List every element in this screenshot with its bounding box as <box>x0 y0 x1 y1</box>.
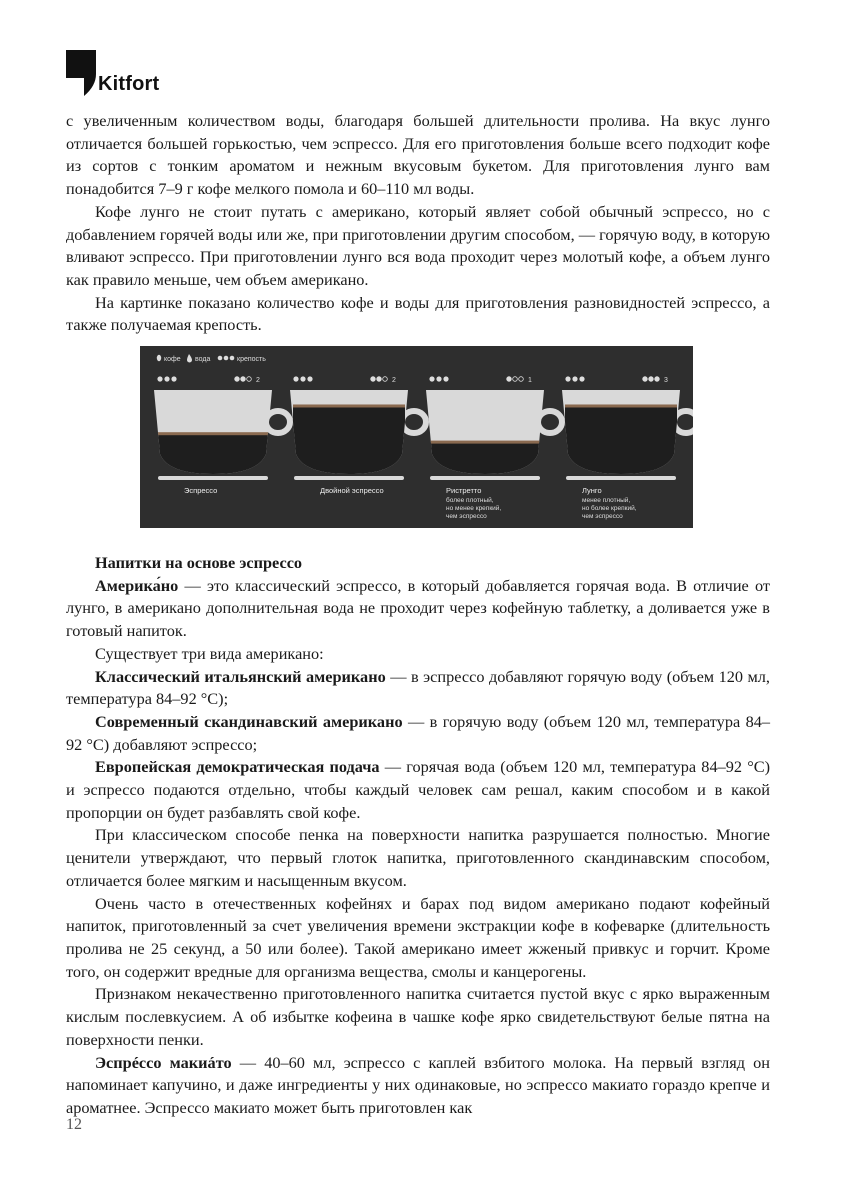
paragraph-kind-3: Европейская демократическая подача — горячая вода (объем 120 мл, температура 84–92 °C) и эспрессо подаются отдельно, чтобы каждый человек сам решал, каким способом и в какой пропорции он будет разбавлять свой кофе. <box>66 757 770 822</box>
cup-note-label: но более крепкий, <box>582 505 637 513</box>
page-content <box>66 110 770 1120</box>
saucer <box>158 476 268 480</box>
coffee-liquid <box>429 443 541 474</box>
saucer <box>566 476 676 480</box>
strength-dot-icon <box>247 377 252 382</box>
strength-dot-icon <box>643 377 648 382</box>
paragraph: Очень часто в отечественных кофейнях и барах под видом американо подают кофейный напиток, приготовленный за счет увеличения времени экстракции кофе в кофеварке (длительность пролива не 25 секунд, а 50 или более). Такой американо имеет жженый привкус и горчит. Кроме того, он содержит вредные для организма вещества, смолы и канцерогены. <box>66 893 770 981</box>
cup-name-label: Ристретто <box>446 486 482 496</box>
cup-group <box>290 376 426 495</box>
coffee-bean-icon <box>579 376 584 381</box>
cup-note-label: чем эспрессо <box>582 513 623 521</box>
legend-water: вода <box>195 356 211 364</box>
crema-layer <box>429 441 541 444</box>
crema-layer <box>565 405 677 408</box>
page-number: 12 <box>66 1116 82 1133</box>
strength-dot-icon <box>513 377 518 382</box>
water-drop-icon <box>187 354 192 363</box>
strength-dot-icon <box>235 377 240 382</box>
cup-handle <box>266 411 290 433</box>
strength-dot-icon <box>655 377 660 382</box>
saucer <box>430 476 540 480</box>
strength-value: 2 <box>256 377 260 385</box>
cup-note-label: более плотный, <box>446 497 494 505</box>
cup-note-label: но менее крепкий, <box>446 505 502 513</box>
crema-layer <box>293 405 405 408</box>
cup-handle <box>402 411 426 433</box>
water-drop-icon <box>157 376 162 381</box>
kitfort-logo-icon <box>66 50 96 96</box>
water-drop-icon <box>293 376 298 381</box>
coffee-bean-icon <box>164 376 169 381</box>
crema-layer <box>157 432 269 435</box>
brand-logo <box>66 50 159 96</box>
coffee-bean-icon <box>300 376 305 381</box>
paragraph-kind-1: Классический итальянский американо — в эспрессо добавляют горячую воду (объем 120 мл, температура 84–92 °C); <box>66 666 770 709</box>
cup-note-label: менее плотный, <box>582 497 631 505</box>
cup-name-label: Эспрессо <box>184 486 218 496</box>
coffee-bean-icon <box>171 376 176 381</box>
paragraph: Признаком некачественно приготовленного напитка считается пустой вкус с ярко выраженным кислым послевкусием. А об избытке кофеина в чашке кофе ярко свидетельствуют белые пятна на поверхности пенки. <box>66 984 770 1049</box>
water-drop-icon <box>429 376 434 381</box>
coffee-bean-icon <box>157 355 161 361</box>
coffee-bean-icon <box>436 376 441 381</box>
legend-coffee: кофе <box>164 356 181 364</box>
strength-value: 2 <box>392 377 396 385</box>
coffee-bean-icon <box>307 376 312 381</box>
figure-legend <box>157 354 266 363</box>
term-americano: Америка́но <box>95 575 179 595</box>
strength-dot-icon <box>383 377 388 382</box>
coffee-bean-icon <box>443 376 448 381</box>
term-kind-3: Европейская демократическая подача <box>95 757 380 777</box>
coffee-liquid <box>157 434 269 474</box>
strength-dot-icon <box>224 356 229 361</box>
paragraph-americano: Америка́но — это классический эспрессо, в который добавляется горячая вода. В отличие от лунго, в американо дополнительная вода не проходит через кофейную таблетку, а доливается уже в готовый напиток. <box>66 575 770 641</box>
strength-dot-icon <box>649 377 654 382</box>
cup-note-label: чем эспрессо <box>446 513 487 521</box>
cup-handle <box>538 411 562 433</box>
strength-value: 3 <box>664 377 668 385</box>
cup-group <box>562 376 693 520</box>
strength-dot-icon <box>241 377 246 382</box>
paragraph: При классическом способе пенка на поверхности напитка разрушается полностью. Многие ценители утверждают, что первый глоток напитка, приготовленного скандинавским способом, отличается более мягким и насыщенным вкусом. <box>66 825 770 890</box>
cup-name-label: Лунго <box>582 486 602 496</box>
figure-container <box>66 346 770 546</box>
espresso-types-figure <box>140 346 693 528</box>
cup-group <box>154 376 290 495</box>
strength-dot-icon <box>230 356 235 361</box>
strength-dot-icon <box>507 377 512 382</box>
strength-value: 1 <box>528 377 532 385</box>
paragraph-macchiato: Эспрéссо макиáто — 40–60 мл, эспрессо с каплей взбитого молока. На первый взгляд он напоминает капучино, и даже ингредиенты у них одинаковые, но эспрессо макиато гораздо крепче и ароматнее. Эспрессо макиато может быть приготовлен как <box>66 1052 770 1117</box>
strength-dot-icon <box>218 356 223 361</box>
coffee-liquid <box>293 407 405 475</box>
strength-dot-icon <box>519 377 524 382</box>
brand-name: Kitfort <box>98 73 160 95</box>
paragraph-kind-2: Современный скандинавский американо — в горячую воду (объем 120 мл, температура 84–92 °C) добавляют эспрессо; <box>66 711 770 754</box>
cup-group <box>426 376 562 520</box>
cup-name-label: Двойной эспрессо <box>320 486 384 496</box>
term-kind-1: Классический итальянский американо <box>95 666 386 686</box>
paragraph: Кофе лунго не стоит путать с американо, который являет собой обычный эспрессо, но с добавлением горячей воды или же, при приготовлении другим способом, — горячую воду, в которую вливают эспрессо. При приготовлении лунго вся вода проходит через молотый кофе, а объем лунго как правило меньше, чем объем американо. <box>66 201 770 289</box>
paragraph: Существует три вида американо: <box>95 643 324 663</box>
coffee-bean-icon <box>572 376 577 381</box>
term-kind-2: Современный скандинавский американо <box>95 711 403 731</box>
water-drop-icon <box>565 376 570 381</box>
legend-strength: крепость <box>237 356 266 364</box>
saucer <box>294 476 404 480</box>
coffee-liquid <box>565 407 677 475</box>
section-heading: Напитки на основе эспрессо <box>95 553 303 573</box>
term-macchiato: Эспрéссо макиáто <box>95 1052 232 1072</box>
espresso-cups-illustration <box>140 346 693 528</box>
paragraph: На картинке показано количество кофе и воды для приготовления разновидностей эспрессо, а также получаемая крепость. <box>66 292 770 335</box>
strength-dot-icon <box>371 377 376 382</box>
strength-dot-icon <box>377 377 382 382</box>
paragraph: с увеличенным количеством воды, благодаря большей длительности пролива. На вкус лунго отличается большей горькостью, чем эспрессо. Для его приготовления больше всего подходит кофе из сортов с тонким ароматом и нежным вкусовым букетом. Для приготовления лунго вам понадобится 7–9 г кофе мелкого помола и 60–110 мл воды. <box>66 111 770 199</box>
